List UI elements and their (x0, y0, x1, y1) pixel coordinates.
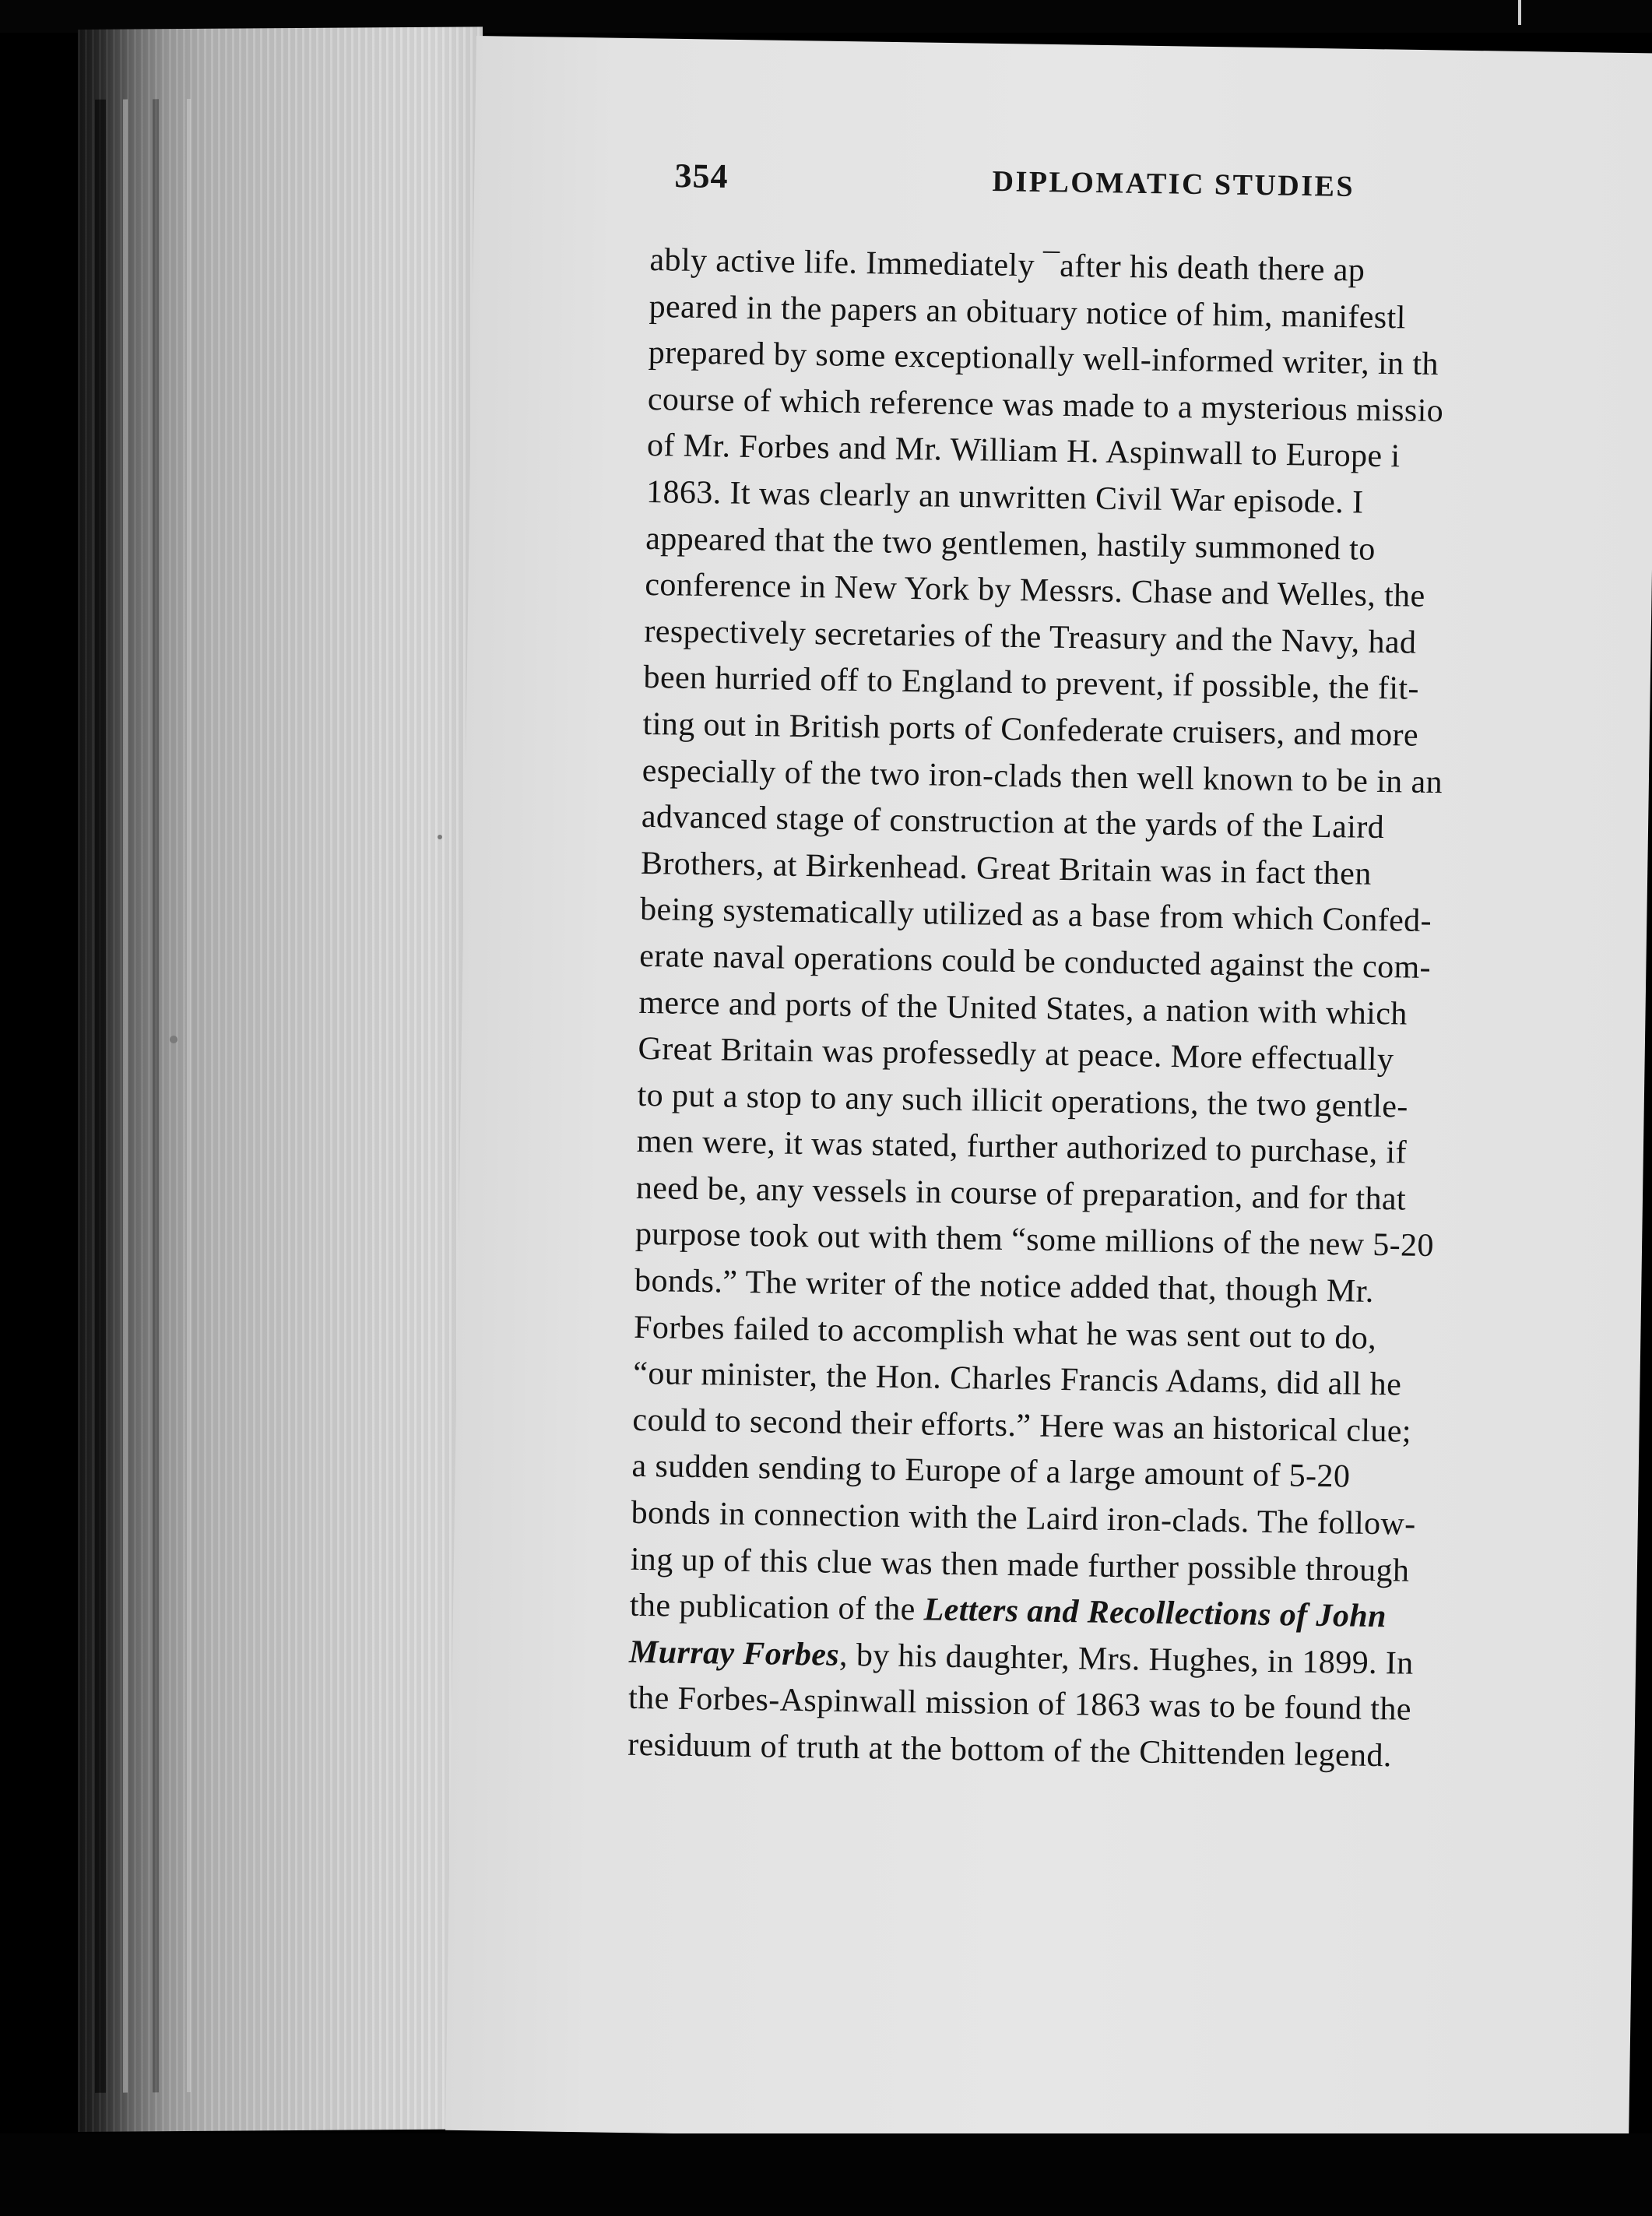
text-line: the Forbes-Aspinwall mission of 1863 was to be found the (627, 1680, 1412, 1729)
book-title-italic: Letters and Recollections of John (923, 1592, 1387, 1635)
gutter-streak (153, 99, 159, 2092)
text-line: bonds.” The writer of the notice added that, though Mr. (634, 1262, 1375, 1310)
book-title-italic: Murray Forbes (628, 1634, 840, 1673)
dust-speck (170, 1036, 178, 1043)
film-scratch (1518, 0, 1521, 25)
text-line: a sudden sending to Europe of a large amount of 5-20 (631, 1448, 1351, 1495)
gutter-streak (187, 99, 191, 2092)
text-line: appeared that the two gentlemen, hastily summoned to (645, 520, 1376, 568)
text-line: been hurried off to England to prevent, if possible, the fit- (643, 660, 1420, 708)
page-number: 354 (674, 156, 729, 196)
text-line: being systematically utilized as a base from which Confed- (639, 892, 1432, 940)
text-line: conference in New York by Messrs. Chase and Welles, the (645, 567, 1425, 614)
dust-speck (438, 835, 442, 839)
film-bottom-margin (0, 2133, 1652, 2216)
text-line: prepared by some exceptionally well-informed writer, in th (648, 335, 1439, 383)
gutter-streak (123, 100, 128, 2093)
text-line: Brothers, at Birkenhead. Great Britain was in fact then (640, 845, 1373, 892)
text-line: purpose took out with them “some millions of the new 5-20 (634, 1216, 1435, 1265)
text-line: course of which reference was made to a mysterious missio (647, 381, 1444, 429)
text-line: merce and ports of the United States, a nation with which (638, 984, 1408, 1032)
book-gutter-shadow (78, 26, 483, 2132)
text-line: erate naval operations could be conducted against the com- (638, 937, 1432, 986)
text-line: of Mr. Forbes and Mr. William H. Aspinwall to Europe i (646, 427, 1401, 475)
text-line: advanced stage of construction at the yards of the Laird (641, 799, 1385, 846)
gutter-streak (95, 100, 106, 2093)
text-line: respectively secretaries of the Treasury and the Navy, had (644, 613, 1417, 661)
text-line: ing up of this clue was then made further possible through (630, 1541, 1410, 1589)
text-line: to put a stop to any such illicit operations, the two gentle- (637, 1077, 1409, 1125)
text-line: ably active life. Immediately ¯after his death there ap (649, 241, 1366, 289)
text-line: ting out in British ports of Confederate cruisers, and more (642, 705, 1419, 754)
text-line: men were, it was stated, further authorized to purchase, if (636, 1124, 1408, 1171)
text-line: peared in the papers an obituary notice of him, manifestl (648, 288, 1407, 336)
running-title: DIPLOMATIC STUDIES (992, 165, 1355, 203)
body-text (627, 237, 1652, 1784)
text-line: Forbes failed to accomplish what he was sent out to do, (633, 1309, 1377, 1356)
text-line: “our minister, the Hon. Charles Francis Adams, did all he (633, 1356, 1402, 1403)
text-line: 1863. It was clearly an unwritten Civil War episode. I (645, 473, 1364, 521)
text-line: bonds in connection with the Laird iron-clads. The follow- (631, 1494, 1416, 1542)
line-text: the publication of the (629, 1588, 925, 1628)
text-line: residuum of truth at the bottom of the Chittenden legend. (627, 1726, 1393, 1775)
text-line: could to second their efforts.” Here was an historical clue; (632, 1402, 1412, 1450)
line-text: , by his daughter, Mrs. Hughes, in 1899. In (838, 1637, 1414, 1682)
text-line: Great Britain was professedly at peace. More effectually (638, 1030, 1394, 1078)
text-line: need be, any vessels in course of preparation, and for that (635, 1170, 1407, 1218)
text-line: especially of the two iron-clads then well known to be in an (641, 752, 1443, 800)
